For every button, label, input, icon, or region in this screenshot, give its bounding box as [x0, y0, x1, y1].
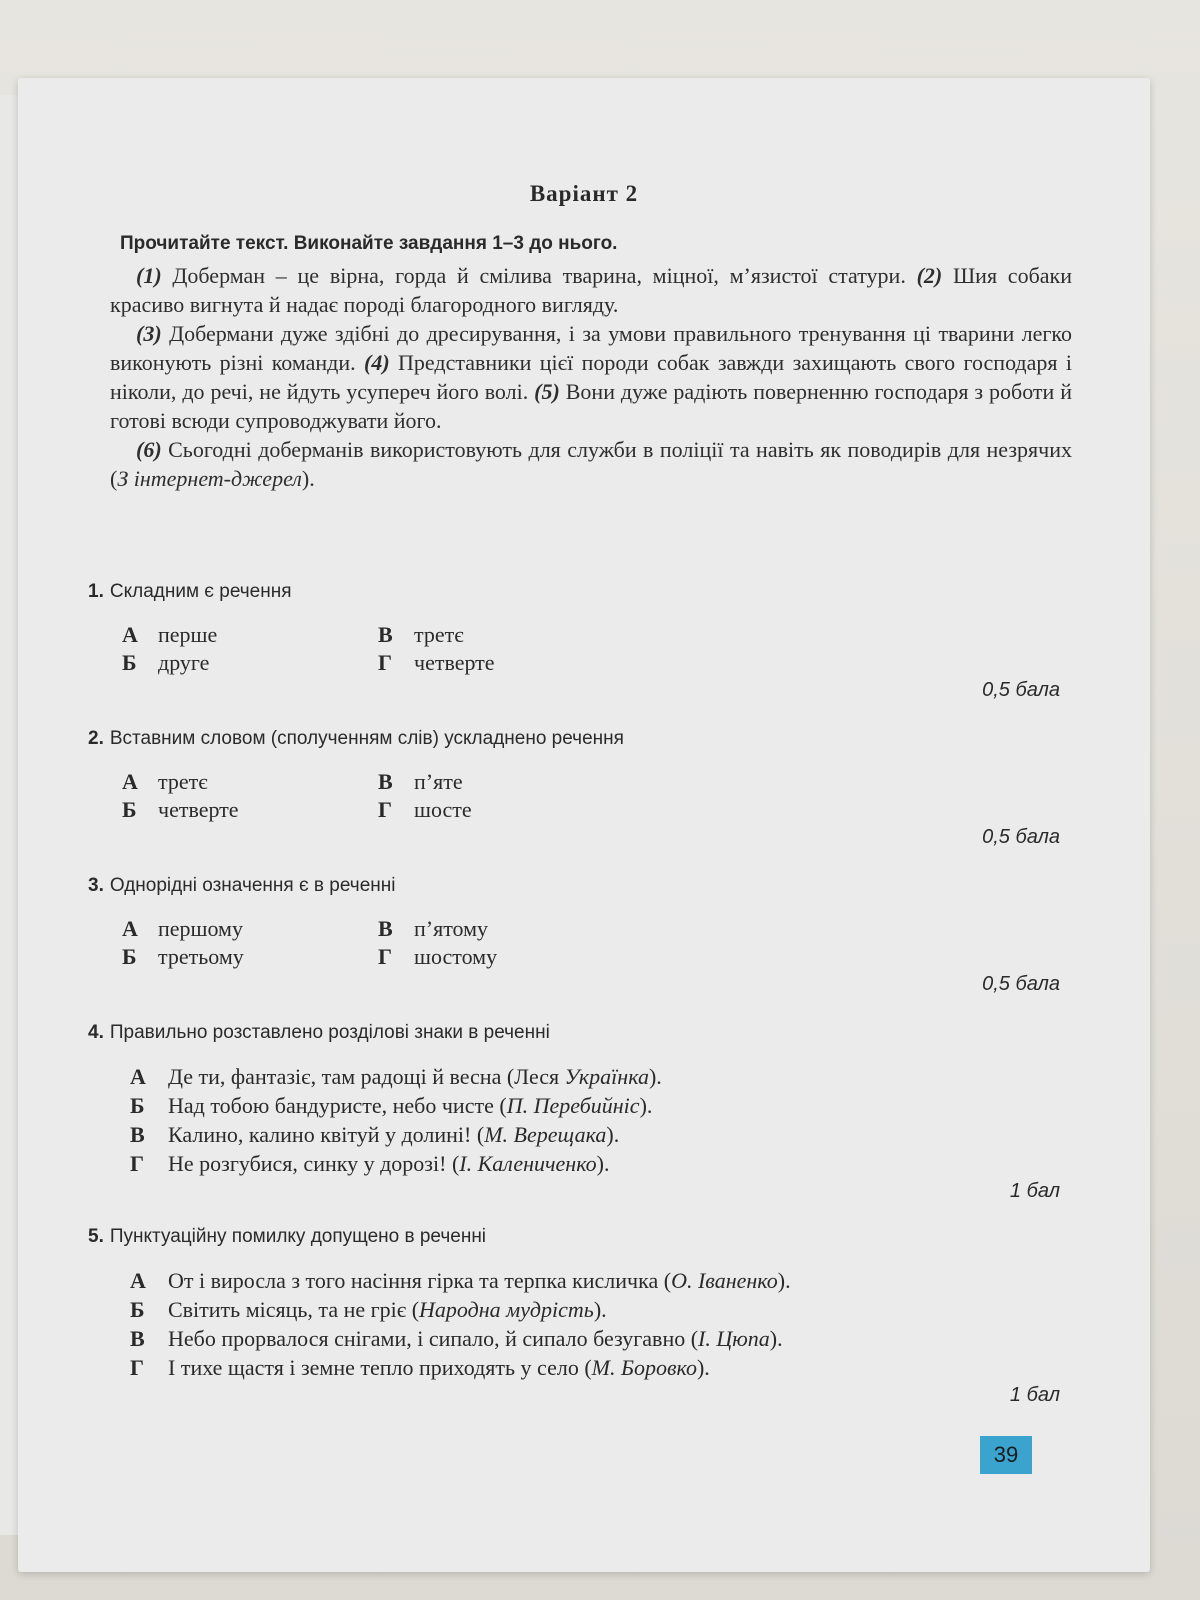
answer-option[interactable]	[130, 1120, 1068, 1149]
option-letter: Б	[122, 650, 137, 675]
option-text: шостому	[414, 944, 498, 969]
answer-options	[122, 768, 1068, 824]
task-question-text: Правильно розставлено розділові знаки в реченні	[109, 1022, 550, 1043]
option-letter: Б	[122, 944, 137, 969]
option-author: М. Боровко	[591, 1355, 697, 1380]
answer-option[interactable]	[122, 649, 378, 677]
task-number: 1.	[88, 581, 104, 602]
option-author: П. Перебийніс	[506, 1093, 640, 1118]
option-letter: А	[130, 1064, 146, 1089]
option-text: І тихе щастя і земне тепло приходять у село (	[168, 1355, 592, 1380]
answer-option[interactable]	[130, 1324, 1068, 1353]
answer-option[interactable]	[378, 649, 678, 677]
answer-options	[130, 1062, 1068, 1178]
task-points: 1 бал	[1009, 1180, 1060, 1202]
answer-option[interactable]	[122, 768, 378, 796]
passage-source-tail: ).	[301, 466, 315, 491]
sentence-number: (6)	[136, 437, 162, 462]
passage-source: З інтернет-джерел	[117, 466, 302, 491]
option-letter: В	[130, 1326, 145, 1351]
answer-options	[130, 1266, 1068, 1382]
task-number: 4.	[88, 1022, 104, 1043]
option-text: Над тобою бандуристе, небо чисте (	[168, 1093, 507, 1118]
answer-option[interactable]	[130, 1091, 1068, 1120]
option-text: третьому	[158, 944, 244, 969]
task-question	[88, 581, 1068, 603]
option-letter: Б	[130, 1093, 145, 1118]
answer-option[interactable]	[130, 1149, 1068, 1178]
answer-option[interactable]	[130, 1062, 1068, 1091]
option-text: От і виросла з того насіння гірка та терпка кисличка (	[168, 1268, 672, 1293]
option-letter: А	[122, 769, 138, 794]
task-number: 2.	[88, 728, 104, 749]
option-text: п’ятому	[414, 916, 489, 941]
passage-paragraph	[110, 261, 1072, 319]
sentence-number: (4)	[364, 350, 390, 375]
task-1	[88, 581, 1068, 702]
sentence-number: (1)	[136, 263, 162, 288]
answer-option[interactable]	[378, 943, 678, 971]
option-tail: ).	[648, 1064, 662, 1089]
answer-option[interactable]	[122, 621, 378, 649]
option-letter: Г	[378, 650, 392, 675]
task-2	[88, 728, 1068, 849]
reading-passage	[110, 261, 1072, 493]
option-text: Де ти, фантазіє, там радощі й весна (Леся	[168, 1064, 565, 1089]
option-letter: В	[378, 916, 393, 941]
task-question-text: Вставним словом (сполученням слів) ускладнено речення	[109, 728, 624, 749]
option-text: Світить місяць, та не гріє (	[168, 1297, 420, 1322]
option-letter: А	[122, 622, 138, 647]
option-tail: ).	[596, 1151, 610, 1176]
option-text: п’яте	[414, 769, 463, 794]
sentence-text: Шия собаки красиво вигнута й надає породі благородного вигляду.	[110, 263, 1072, 317]
sentence-text: Вони дуже радіють поверненню господаря з роботи й готові всюди супроводжувати його.	[110, 379, 1072, 433]
answer-option[interactable]	[130, 1295, 1068, 1324]
task-4	[88, 1022, 1068, 1203]
option-text: третє	[414, 622, 464, 647]
workbook-page	[18, 78, 1150, 1572]
option-tail: ).	[606, 1122, 620, 1147]
option-tail: ).	[696, 1355, 710, 1380]
answer-option[interactable]	[378, 621, 678, 649]
answer-option[interactable]	[122, 796, 378, 824]
task-number: 5.	[88, 1226, 104, 1247]
option-letter: Г	[130, 1355, 144, 1380]
task-question	[88, 1022, 1068, 1044]
option-author: О. Іваненко	[671, 1268, 778, 1293]
page-title: Варіант 2	[529, 181, 639, 206]
option-letter: Б	[130, 1297, 145, 1322]
sentence-text: Добермани дуже здібні до дресирування, і за умови правильного тренування ці тварини легко виконують різні команди.	[110, 321, 1072, 375]
task-points: 1 бал	[1009, 1384, 1060, 1406]
option-author: Народна мудрість	[419, 1297, 594, 1322]
option-text: Не розгубися, синку у дорозі! (	[168, 1151, 460, 1176]
option-text: шосте	[414, 797, 472, 822]
task-5	[88, 1226, 1068, 1407]
option-letter: В	[130, 1122, 145, 1147]
sentence-number: (5)	[534, 379, 560, 404]
option-tail: ).	[769, 1326, 783, 1351]
task-question	[88, 875, 1068, 897]
option-text: першому	[158, 916, 243, 941]
answer-option[interactable]	[130, 1266, 1068, 1295]
answer-options	[122, 915, 1068, 971]
answer-option[interactable]	[378, 768, 678, 796]
task-question	[88, 1226, 1068, 1248]
option-tail: ).	[639, 1093, 653, 1118]
answer-option[interactable]	[378, 796, 678, 824]
option-letter: А	[130, 1268, 146, 1293]
sentence-text: Представники цієї породи собак завжди захищають свого господаря і ніколи, до речі, не йдуть усупереч його волі.	[110, 350, 1072, 404]
option-author: І. Цюпа	[698, 1326, 770, 1351]
option-text: Небо прорвалося снігами, і сипало, й сипало безугавно (	[168, 1326, 699, 1351]
option-text: четверте	[414, 650, 495, 675]
option-letter: Г	[378, 797, 392, 822]
answer-option[interactable]	[378, 915, 678, 943]
passage-paragraph	[110, 435, 1072, 493]
task-question	[88, 728, 1068, 750]
answer-options	[122, 621, 1068, 677]
page-number: 39	[980, 1436, 1032, 1474]
option-letter: Б	[122, 797, 137, 822]
reading-instruction: Прочитайте текст. Виконайте завдання 1–3 до нього.	[120, 233, 618, 254]
option-letter: В	[378, 622, 393, 647]
sentence-number: (3)	[136, 321, 162, 346]
option-text: четверте	[158, 797, 239, 822]
task-question-text: Однорідні означення є в реченні	[109, 875, 396, 896]
sentence-text: Сьогодні доберманів використовують для служби в поліції та навіть як поводирів для незрячих (	[110, 437, 1072, 491]
sentence-text: Доберман – це вірна, горда й смілива тварина, міцної, м’язистої статури.	[161, 263, 917, 288]
answer-option[interactable]	[130, 1353, 1068, 1382]
task-question-text: Складним є речення	[109, 581, 292, 602]
answer-option[interactable]	[122, 943, 378, 971]
answer-option[interactable]	[122, 915, 378, 943]
option-tail: ).	[593, 1297, 607, 1322]
option-tail: ).	[777, 1268, 791, 1293]
option-author: М. Верещака	[484, 1122, 607, 1147]
task-points: 0,5 бала	[982, 826, 1060, 848]
option-text: третє	[158, 769, 208, 794]
sentence-number: (2)	[916, 263, 943, 288]
task-question-text: Пунктуаційну помилку допущено в реченні	[109, 1226, 487, 1247]
task-points: 0,5 бала	[982, 679, 1060, 701]
option-text: друге	[158, 650, 210, 675]
option-text: перше	[158, 622, 218, 647]
option-letter: А	[122, 916, 138, 941]
option-author: І. Калениченко	[459, 1151, 597, 1176]
option-letter: Г	[130, 1151, 144, 1176]
option-letter: Г	[378, 944, 392, 969]
task-number: 3.	[88, 875, 104, 896]
option-text: Калино, калино квітуй у долині! (	[168, 1122, 485, 1147]
passage-paragraph	[110, 319, 1072, 435]
task-points: 0,5 бала	[982, 973, 1060, 995]
option-author: Українка	[564, 1064, 649, 1089]
option-letter: В	[378, 769, 393, 794]
task-3	[88, 875, 1068, 996]
